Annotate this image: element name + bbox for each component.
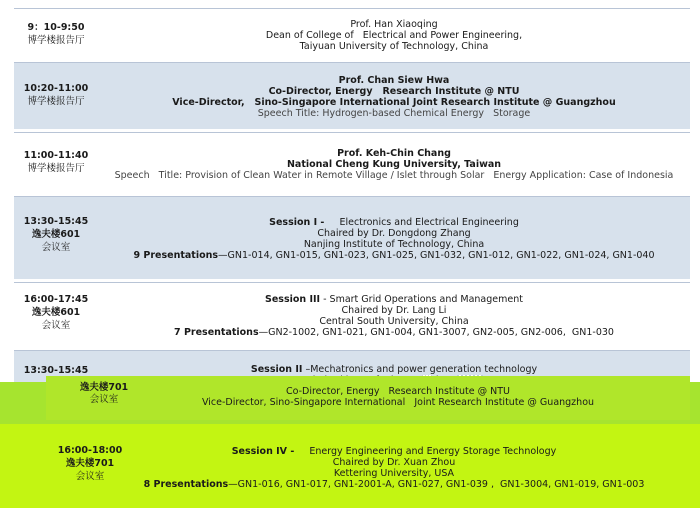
time-text: 13:30-15:45 [23,216,89,227]
speaker-name: Prof. Keh-Chin Chang [337,148,451,159]
session-label: Session I - [269,217,325,228]
time-cell [14,293,98,332]
session-chair: Chaired by Dr. Dongdong Zhang [317,228,471,239]
time-text: 10:20-11:00 [23,83,89,94]
presentations-count: 8 Presentations [143,479,229,490]
content-cell [98,75,690,119]
schedule-row-5 [14,282,690,347]
content-cell [98,294,690,338]
venue-room: 会议室 [89,394,119,405]
schedule-row-2 [14,62,690,129]
schedule-row-1 [14,8,690,61]
speaker-affiliation: National Cheng Kung University, Taiwan [286,159,502,170]
time-cell [14,82,98,108]
time-cell [14,21,98,47]
venue-building: 逸夫楼601 [31,229,81,240]
venue-building: 逸夫楼701 [79,382,129,393]
venue-text: 博学楼报告厅 [27,163,85,174]
session-institution: Kettering University, USA [333,468,455,479]
time-cell [14,215,98,254]
schedule-row-4 [14,196,690,279]
presentations-list: —GN1-014, GN1-015, GN1-023, GN1-025, GN1-032, GN1-012, GN1-022, GN1-024, GN1-040 [218,250,655,261]
venue-building: 逸夫楼601 [31,307,81,318]
session-label: Session II [250,364,303,375]
time-text: 16:00-18:00 [57,445,123,456]
content-cell [98,217,690,261]
speaker-role: Co-Director, Energy Research Institute @ NTU [268,86,520,97]
presentations-count: 9 Presentations [133,250,219,261]
session-topic: - Smart Grid Operations and Management [320,294,523,305]
content-cell [98,148,690,181]
time-cell [14,149,98,175]
session-chair: Chaired by Dr. Lang Li [341,305,447,316]
venue-room: 会议室 [75,471,105,482]
presentations-count: 7 Presentations [174,327,259,338]
time-text: 11:00-11:40 [23,150,89,161]
session-institution: Central South University, China [319,316,469,327]
session-topic: Energy Engineering and Energy Storage Technology [294,446,557,457]
speaker-role-2: Vice-Director, Sino-Singapore International Joint Research Institute @ Guangzhou [201,397,595,408]
session-topic: Electronics and Electrical Engineering [324,217,519,228]
presentations-list: —GN1-016, GN1-017, GN1-2001-A, GN1-027, GN1-039 , GN1-3004, GN1-019, GN1-003 [228,479,645,490]
schedule-row-3 [14,132,690,195]
session-topic: –Mechatronics and power generation technology [302,364,538,375]
speaker-name: Prof. Han Xiaoqing [350,19,438,30]
session-label: Session IV - [231,446,295,457]
highlight-overlay-2 [0,424,700,508]
time-text: 9：10-9:50 [27,22,85,33]
speaker-name: Prof. Chan Siew Hwa [338,75,450,86]
venue-text: 博学楼报告厅 [27,96,85,107]
venue-text: 博学楼报告厅 [27,35,85,46]
time-text: 13:30-15:45 [23,365,89,376]
speaker-role: Co-Director, Energy Research Institute @ NTU [285,386,511,397]
speech-title: Speech Title: Provision of Clean Water in Remote Village / Islet through Solar Energy Application: Case of Indonesia [114,170,674,181]
content-cell [106,386,690,408]
presentations-list: —GN2-1002, GN1-021, GN1-004, GN1-3007, GN2-005, GN2-006, GN1-030 [258,327,614,338]
session-chair: Chaired by Dr. Xuan Zhou [332,457,456,468]
venue-building: 逸夫楼701 [65,458,115,469]
content-cell [98,19,690,52]
speaker-affiliation: Taiyuan University of Technology, China [299,41,489,52]
highlight-strip [46,376,690,420]
venue-room: 会议室 [41,242,71,253]
speaker-role: Dean of College of Electrical and Power Engineering, [265,30,523,41]
speaker-role-2: Vice-Director, Sino-Singapore International Joint Research Institute @ Guangzhou [172,97,616,108]
session-label: Session III [265,294,321,305]
time-text: 16:00-17:45 [23,294,89,305]
venue-room: 会议室 [41,320,71,331]
session-institution: Nanjing Institute of Technology, China [303,239,485,250]
content-cell [98,446,690,490]
speech-title: Speech Title: Hydrogen-based Chemical Energy Storage [257,108,531,119]
